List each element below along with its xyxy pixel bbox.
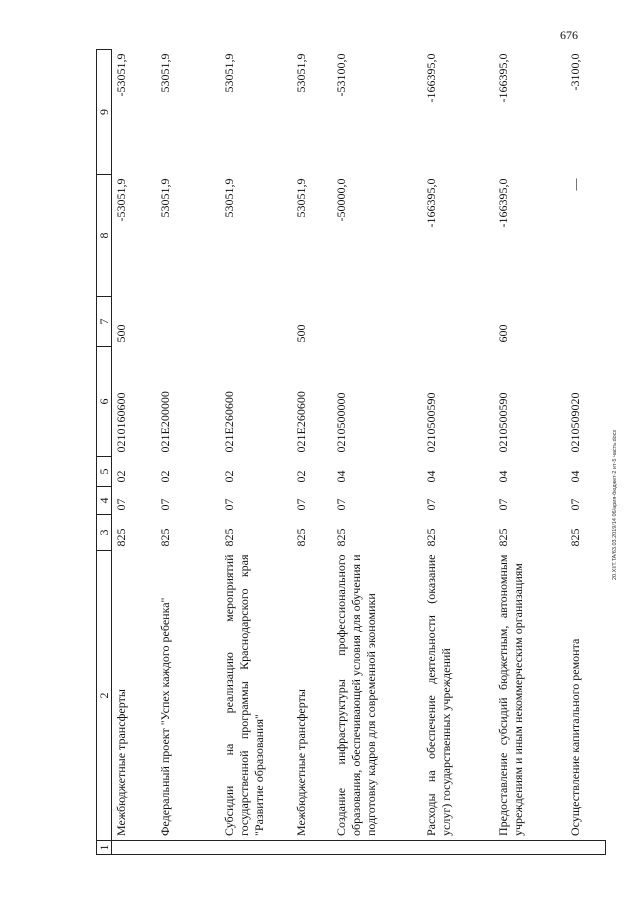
cell-c4: 07: [293, 498, 308, 511]
cell-c7: [332, 297, 422, 347]
column-header: 7: [97, 297, 112, 347]
cell-c6: 0210500590: [495, 392, 510, 453]
cell-c3: 825: [157, 528, 172, 547]
cell-c7: 500: [293, 324, 308, 343]
cell-c5: 04: [495, 470, 510, 483]
cell-c3: 825: [423, 528, 438, 547]
row-name: Создание инфраструктуры профессионального образования, обеспечивающей условия для обучения и подготовку кадров для современной экономики: [333, 554, 378, 836]
cell-c9: -53051,9: [114, 53, 128, 97]
cell-c5: 02: [221, 470, 236, 483]
row-name: Межбюджетные трансферты: [293, 689, 308, 836]
cell-c3: 825: [114, 528, 128, 547]
row-name: Субсидии на реализацию мероприятий государственной программы Краснодарского края "Развитие образования": [221, 554, 266, 836]
cell-c5: 04: [567, 470, 582, 483]
cell-c8: -53051,9: [114, 178, 128, 222]
column-1-cell: [566, 841, 606, 855]
cell-c8: 53051,9: [157, 178, 172, 218]
cell-c9: -53100,0: [333, 53, 348, 97]
cell-c9: 53051,9: [293, 53, 308, 93]
cell-c9: 53051,9: [221, 53, 236, 93]
cell-c6: 0210500590: [423, 392, 438, 453]
column-header: 6: [97, 347, 112, 457]
column-header: 5: [97, 457, 112, 487]
table-row: [292, 50, 332, 855]
cell-c3: 825: [221, 528, 236, 547]
cell-c5: 02: [293, 470, 308, 483]
cell-c4: 07: [221, 498, 236, 511]
cell-c3: 825: [495, 528, 510, 547]
cell-c7: 500: [114, 324, 128, 343]
file-path-note: 20.XI/T.TA/63.03.2019/14 06/ария-бюджет-2 ит-5 часть.docx: [612, 429, 618, 580]
column-1-cell: [332, 841, 422, 855]
cell-c4: 07: [114, 498, 128, 511]
cell-c7: [566, 297, 606, 347]
table-header-row: [97, 50, 112, 855]
row-name: Федеральный проект "Успех каждого ребенка": [157, 597, 172, 836]
table-row: [566, 50, 606, 855]
column-1-cell: [156, 841, 220, 855]
row-name: Предоставление субсидий бюджетным, автономным учреждениям и иным некоммерческим организациям: [495, 554, 525, 836]
cell-c4: 07: [567, 498, 582, 511]
cell-c7: [156, 297, 220, 347]
cell-c8: —: [567, 178, 582, 191]
cell-c9: -166395,0: [495, 53, 510, 103]
table-row: [494, 50, 566, 855]
cell-c8: 53051,9: [221, 178, 236, 218]
cell-c7: [422, 297, 494, 347]
column-1-cell: [220, 841, 292, 855]
table-row: [332, 50, 422, 855]
column-1-cell: [292, 841, 332, 855]
cell-c6: 021E200000: [157, 391, 172, 453]
column-1-cell: [422, 841, 494, 855]
cell-c4: 07: [495, 498, 510, 511]
column-header: 3: [97, 515, 112, 551]
cell-c5: 04: [423, 470, 438, 483]
cell-c3: 825: [293, 528, 308, 547]
cell-c8: 53051,9: [293, 178, 308, 218]
cell-c9: -3100,0: [567, 53, 582, 91]
rotated-table-wrapper: [96, 50, 616, 855]
cell-c4: 07: [333, 498, 348, 511]
cell-c5: 02: [114, 470, 128, 483]
cell-c6: 021E260600: [221, 391, 236, 453]
column-header: 4: [97, 487, 112, 515]
cell-c3: 825: [567, 528, 582, 547]
table-row: [156, 50, 220, 855]
row-name: Расходы на обеспечение деятельности (оказание услуг) государственных учреждений: [423, 554, 453, 836]
column-header: 9: [97, 50, 112, 175]
cell-c7: 600: [495, 324, 510, 343]
table-row: [112, 50, 156, 855]
row-name: Осуществление капитального ремонта: [567, 638, 582, 836]
cell-c8: -50000,0: [333, 178, 348, 222]
column-header: 2: [97, 551, 112, 841]
cell-c9: 53051,9: [157, 53, 172, 93]
cell-c4: 07: [423, 498, 438, 511]
column-1-cell: [494, 841, 566, 855]
cell-c6: 0210509020: [567, 392, 582, 453]
column-1-cell: [112, 841, 156, 855]
column-header: 1: [97, 841, 112, 855]
budget-table: [96, 49, 606, 855]
column-header: 8: [97, 175, 112, 297]
page-number: 676: [560, 28, 578, 42]
cell-c5: 04: [333, 470, 348, 483]
cell-c8: -166395,0: [495, 178, 510, 228]
cell-c8: -166395,0: [423, 178, 438, 228]
cell-c5: 02: [157, 470, 172, 483]
table-row: [220, 50, 292, 855]
table-row: [422, 50, 494, 855]
cell-c4: 07: [157, 498, 172, 511]
row-name: Межбюджетные трансферты: [114, 689, 128, 836]
cell-c6: 0210500000: [333, 392, 348, 453]
cell-c3: 825: [333, 528, 348, 547]
cell-c6: 0210160600: [114, 392, 128, 453]
cell-c9: -166395,0: [423, 53, 438, 103]
cell-c6: 021E260600: [293, 391, 308, 453]
cell-c7: [220, 297, 292, 347]
